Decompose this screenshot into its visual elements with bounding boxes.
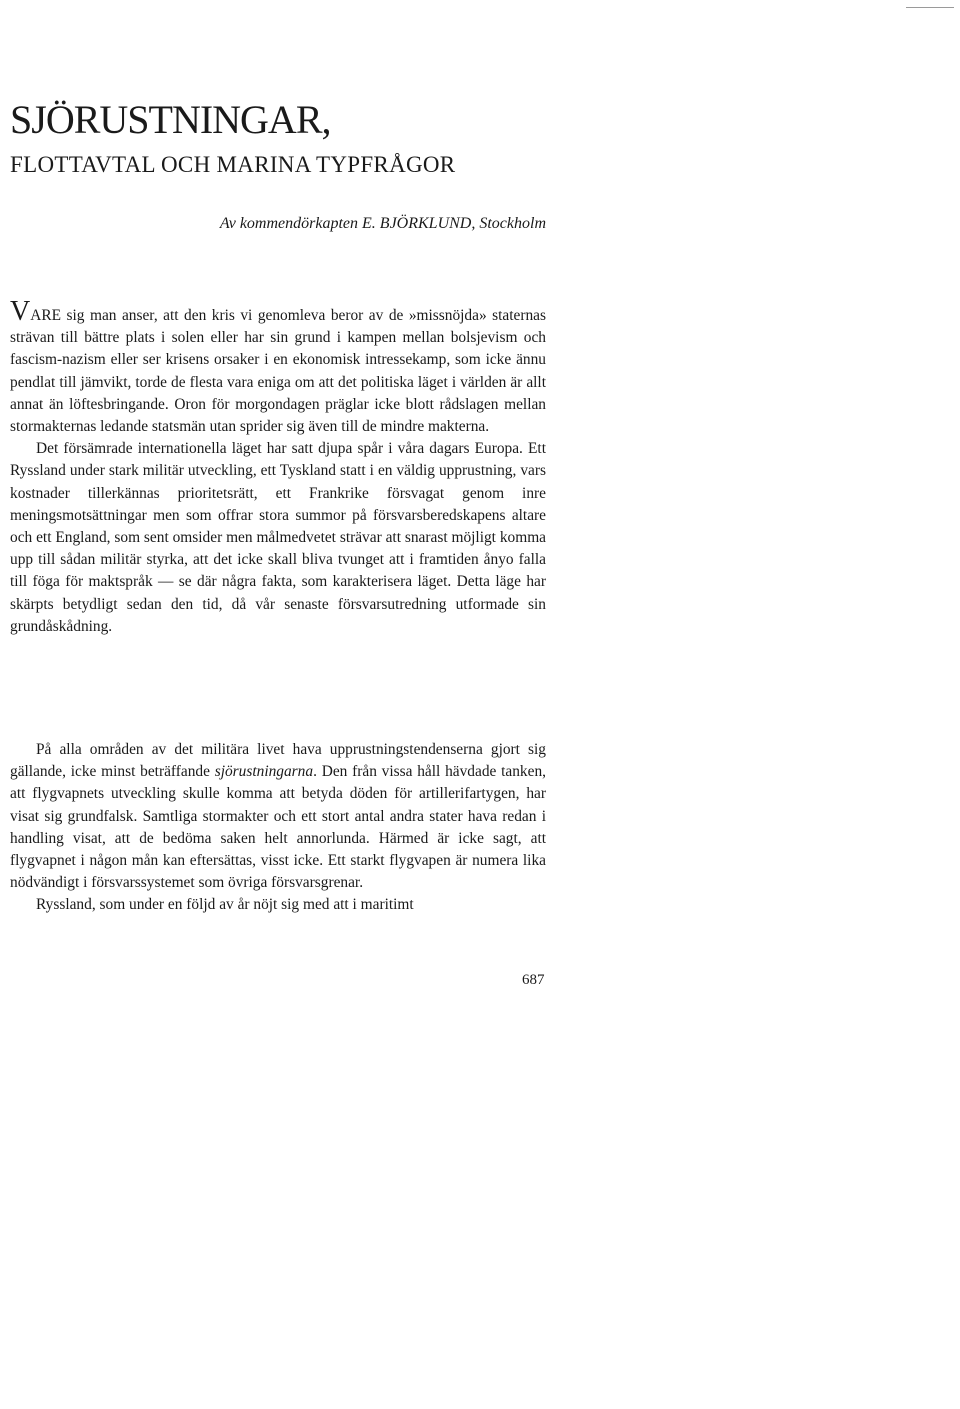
byline-prefix: Av kommendörkapten: [219, 215, 363, 232]
article-subtitle: FLOTTAVTAL OCH MARINA TYPFRÅGOR: [10, 152, 456, 177]
scan-edge-mark: [906, 7, 954, 8]
article-title: SJÖRUSTNINGAR,: [10, 97, 331, 142]
article-byline: [220, 214, 546, 234]
paragraph-1-text: ARE sig man anser, att den kris vi genomleva beror av de »missnöjda» staternas strävan till bättre plats i solen eller har sin grund i kampen mellan bolsjevism och fascism-nazism eller ser krisens orsaker i en ekonomisk intressekamp, som icke ännu pendlat till jämvikt, torde de flesta vara eniga om att det politiska läget i världen är allt annat än löftesbringande. Oron för morgondagen präglar icke blott rådslagen mellan stormakternas ledande statsmän utan sprider sig även till de mindre makterna.: [10, 307, 546, 436]
paragraph-4: Ryssland, som under en följd av år nöjt sig med att i maritimt: [36, 896, 414, 914]
paragraph-1: [10, 296, 546, 438]
paragraph-3-text-end: . Den från vissa håll hävdade tanken, att flygvapnets utveckling skulle komma att betyda döden för artillerifartygen, har visat sig grundfalsk. Samtliga stormakter och ett stort antal andra stater hava redan i handling visat, att de bedöma saken helt annorlunda. Härmed är icke sagt, att flygvapnet i någon mån kan eftersättas, visst icke. Ett starkt flygvapen är numera lika nödvändigt i försvarssystemet som övriga försvarsgrenar.: [10, 763, 547, 892]
drop-cap: V: [10, 296, 31, 327]
paragraph-3-text-start: På alla områden av det militära livet hava upprustningstendenserna gjort sig gällande, icke minst beträffande: [10, 741, 546, 781]
page-number: 687: [522, 972, 545, 988]
byline-author: E. BJÖRKLUND: [362, 215, 472, 232]
body-section-2: [10, 739, 546, 917]
byline-location: , Stockholm: [471, 215, 546, 232]
paragraph-3-emphasis: sjörustningarna: [214, 763, 314, 781]
body-section-1: [10, 296, 546, 638]
paragraph-3: [10, 739, 546, 894]
paragraph-2: Det försämrade internationella läget har satt djupa spår i våra dagars Europa. Ett Ryssland under stark militär utveckling, ett Tyskland statt i en väldig upprustning, vars kostnader tillerkännas prioritetsrätt, ett Frankrike försvagat genom inre meningsmotsättningar men som offrar stora summor på försvarsberedskapens altare och ett England, som sent omsider men målmedvetet strävar att snarast möjligt komma upp till sådan militär styrka, att det icke skall bliva tvunget att i framtiden ånyo falla till föga för maktspråk — se där några fakta, som karakterisera läget. Detta läge har skärpts betydligt sedan den tid, då vår senaste försvarsutredning utformade sin grundåskådning.: [10, 440, 546, 635]
